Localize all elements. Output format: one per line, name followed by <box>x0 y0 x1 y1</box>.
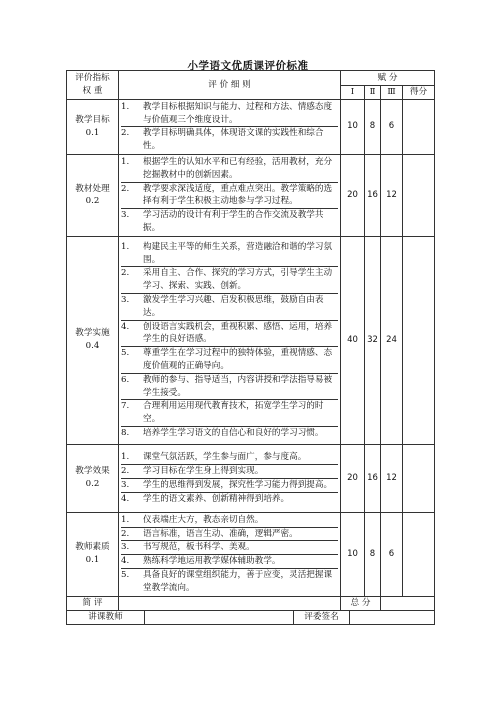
level-1-score: 40 <box>341 236 365 444</box>
level-3-score: 12 <box>381 154 403 236</box>
list-item: 4. 熟练科学地运用教学媒体辅助教学。 <box>121 555 338 569</box>
indicator-cell: 教学效果 0.2 <box>67 444 119 512</box>
list-item: 3. 激发学生学习兴趣、启发积极思维，鼓励自由表达。 <box>121 294 338 321</box>
list-item: 3. 学习活动的设计有利于学生的合作交流及教学共振。 <box>121 210 324 233</box>
score-cell[interactable] <box>403 99 435 154</box>
list-item: 4. 学生的语文素养、创新精神得到培养。 <box>121 493 290 504</box>
level-2-score: 16 <box>365 444 381 512</box>
list-item: 4. 创设语言实践机会，重视积累、感悟、运用，培养学生的良好语感。 <box>121 321 338 348</box>
teacher-label: 讲课教师 <box>67 611 145 624</box>
level-1-score: 10 <box>341 512 365 596</box>
level-1-score: 10 <box>341 99 365 154</box>
list-item: 2. 教学目标明确具体，体现语文课的实践性和综合性。 <box>121 128 324 152</box>
score-cell[interactable] <box>403 444 435 512</box>
level-3-score: 12 <box>381 444 403 512</box>
list-item: 7. 合理利用运用现代教育技术，拓宽学生学习的时空。 <box>121 400 338 427</box>
level-3-score: 6 <box>381 99 403 154</box>
list-item: 1. 仪表端庄大方，教态亲切自然。 <box>121 514 338 528</box>
page-title: 小学语文优质课评价标准 <box>187 60 309 72</box>
grade-header: 赋 分 <box>341 71 435 86</box>
table-row <box>67 154 435 236</box>
level-2-score: 8 <box>365 512 381 596</box>
criteria-cell <box>119 236 341 444</box>
signature-row <box>67 610 435 624</box>
list-item: 2. 采用自主、合作、探究的学习方式，引导学生主动学习、探索、实践、创新。 <box>121 267 338 294</box>
comment-label: 简 评 <box>67 596 119 610</box>
total-score-field[interactable] <box>381 596 435 610</box>
indicator-cell: 教学目标 0.1 <box>67 99 119 154</box>
criteria-cell <box>119 512 341 596</box>
score-cell[interactable] <box>403 154 435 236</box>
criteria-cell <box>119 99 341 154</box>
level-3-score: 6 <box>381 512 403 596</box>
teacher-field[interactable] <box>145 611 294 624</box>
list-item: 2. 教学要求深浅适度，重点难点突出。教学策略的选择有利于学生积极主动地参与学习过程。 <box>121 183 338 210</box>
evaluation-table <box>66 70 435 625</box>
level-1-score: 20 <box>341 154 365 236</box>
level-1-header: Ⅰ <box>341 86 365 100</box>
indicator-cell: 教学实施 0.4 <box>67 236 119 444</box>
total-label: 总 分 <box>341 596 381 610</box>
indicator-header: 评价指标 权 重 <box>67 71 119 100</box>
level-3-header: Ⅲ <box>381 86 403 100</box>
list-item: 2. 学习目标在学生身上得到实现。 <box>121 465 338 479</box>
table-row <box>67 512 435 596</box>
level-3-score: 24 <box>381 236 403 444</box>
list-item: 3. 学生的思维得到发展，探究性学习能力得到提高。 <box>121 479 338 493</box>
score-cell[interactable] <box>403 236 435 444</box>
table-row <box>67 99 435 154</box>
list-item: 5. 具备良好的课堂组织能力，善于应变，灵活把握课堂教学流向。 <box>121 569 333 593</box>
level-2-score: 16 <box>365 154 381 236</box>
list-item: 1. 根据学生的认知水平和已有经验，活用教材，充分挖掘教材中的创新因素。 <box>121 156 338 183</box>
score-header: 得分 <box>403 86 435 100</box>
list-item: 1. 课堂气氛活跃，学生参与面广，参与度高。 <box>121 451 338 465</box>
indicator-cell: 教师素质 0.1 <box>67 512 119 596</box>
level-2-score: 32 <box>365 236 381 444</box>
criteria-cell <box>119 154 341 236</box>
score-cell[interactable] <box>403 512 435 596</box>
level-1-score: 20 <box>341 444 365 512</box>
criteria-cell <box>119 444 341 512</box>
list-item: 6. 教师的参与、指导适当，内容讲授和学法指导易被学生接受。 <box>121 374 338 401</box>
table-row <box>67 236 435 444</box>
list-item: 5. 尊重学生在学习过程中的独特体验，重视情感、态度价值观的正确导向。 <box>121 347 338 374</box>
list-item: 8. 培养学生学习语文的自信心和良好的学习习惯。 <box>121 427 324 438</box>
judge-sign-field[interactable] <box>350 611 434 624</box>
list-item: 3. 书写规范，板书科学、美观。 <box>121 541 338 555</box>
table-row <box>67 444 435 512</box>
judge-sign-label: 评委签名 <box>294 611 350 624</box>
list-item: 1. 构建民主平等的师生关系，营造融洽和谐的学习氛围。 <box>121 241 338 268</box>
criteria-header: 评 价 细 则 <box>119 71 341 100</box>
comment-field[interactable] <box>119 596 341 610</box>
level-2-header: Ⅱ <box>365 86 381 100</box>
list-item: 2. 语言标准，语言生动、准确，逻辑严密。 <box>121 528 338 542</box>
level-2-score: 8 <box>365 99 381 154</box>
indicator-cell: 教材处理 0.2 <box>67 154 119 236</box>
list-item: 1. 教学目标根据知识与能力、过程和方法、情感态度与价值观三个维度设计。 <box>121 101 338 128</box>
